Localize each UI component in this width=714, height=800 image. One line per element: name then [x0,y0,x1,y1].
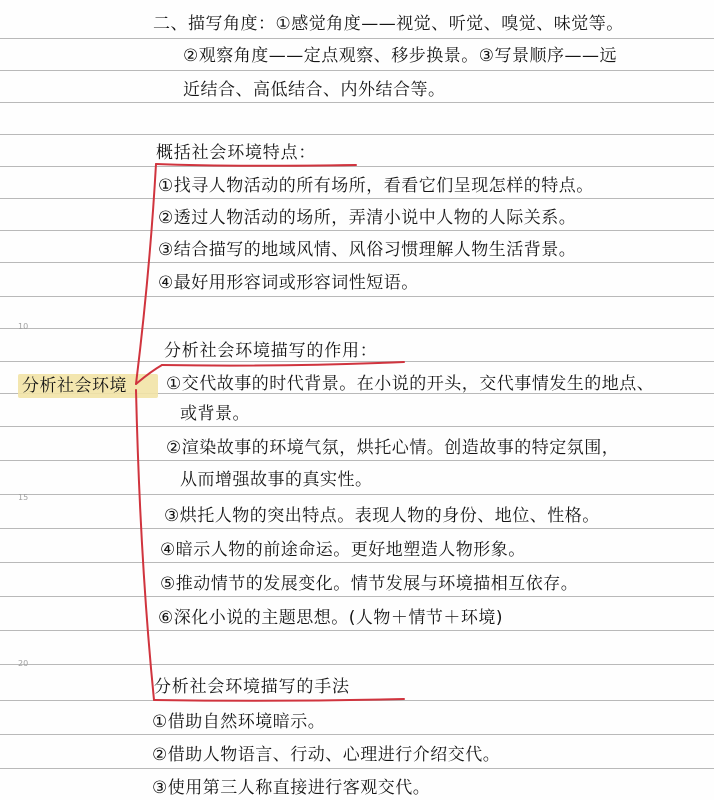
ruled-line [0,528,714,529]
ruled-line [0,630,714,631]
describe-angles-line-3: 近结合、高低结合、内外结合等。 [183,80,446,100]
ruled-line [0,134,714,135]
ruled-line [0,426,714,427]
summarize-heading: 概括社会环境特点： [156,143,317,163]
ruled-line [0,700,714,701]
ruled-line [0,166,714,167]
ruled-line [0,361,714,362]
ruled-line [0,38,714,39]
ruled-line [0,494,714,495]
method-item: ②借助人物语言、行动、心理进行介绍交代。 [152,745,501,765]
function-item-6: ⑥深化小说的主题思想。(人物＋情节＋环境) [158,608,504,628]
describe-angles-line-2: ②观察角度——定点观察、移步换景。③写景顺序——远 [183,46,617,66]
describe-angles-line-1: 二、描写角度：①感觉角度——视觉、听觉、嗅觉、味觉等。 [153,14,624,34]
ruled-line [0,70,714,71]
summarize-item: ④最好用形容词或形容词性短语。 [158,273,419,293]
function-heading: 分析社会环境描写的作用： [164,341,378,361]
method-item: ③使用第三人称直接进行客观交代。 [152,778,431,798]
ruled-line [0,768,714,769]
function-item-4: ④暗示人物的前途命运。更好地塑造人物形象。 [160,540,526,560]
summarize-item: ③结合描写的地域风情、风俗习惯理解人物生活背景。 [158,240,577,260]
ruled-line [0,596,714,597]
ruled-line [0,198,714,199]
ruled-line [0,664,714,665]
margin-number: 20 [18,659,29,668]
function-item-1-line-1: ①交代故事的时代背景。在小说的开头，交代事情发生的地点、 [166,374,655,394]
function-item-3: ③烘托人物的突出特点。表现人物的身份、地位、性格。 [164,506,600,526]
ruled-line [0,460,714,461]
summarize-item: ①找寻人物活动的所有场所，看看它们呈现怎样的特点。 [158,176,594,196]
summarize-item: ②透过人物活动的场所，弄清小说中人物的人际关系。 [158,208,577,228]
ruled-line [0,262,714,263]
ruled-line [0,102,714,103]
function-item-2-line-1: ②渲染故事的环境气氛，烘托心情。创造故事的特定氛围， [166,438,620,458]
function-item-1-line-2: 或背景。 [180,404,250,424]
ruled-line [0,230,714,231]
ruled-line [0,734,714,735]
margin-number: 10 [18,322,29,331]
margin-number: 15 [18,493,29,502]
method-heading: 分析社会环境描写的手法 [154,677,350,697]
ruled-line [0,562,714,563]
main-topic: 分析社会环境 [22,376,127,396]
method-item: ①借助自然环境暗示。 [152,712,326,732]
function-item-2-line-2: 从而增强故事的真实性。 [180,470,373,490]
ruled-line [0,296,714,297]
function-item-5: ⑤推动情节的发展变化。情节发展与环境描相互依存。 [160,574,579,594]
ruled-line [0,328,714,329]
